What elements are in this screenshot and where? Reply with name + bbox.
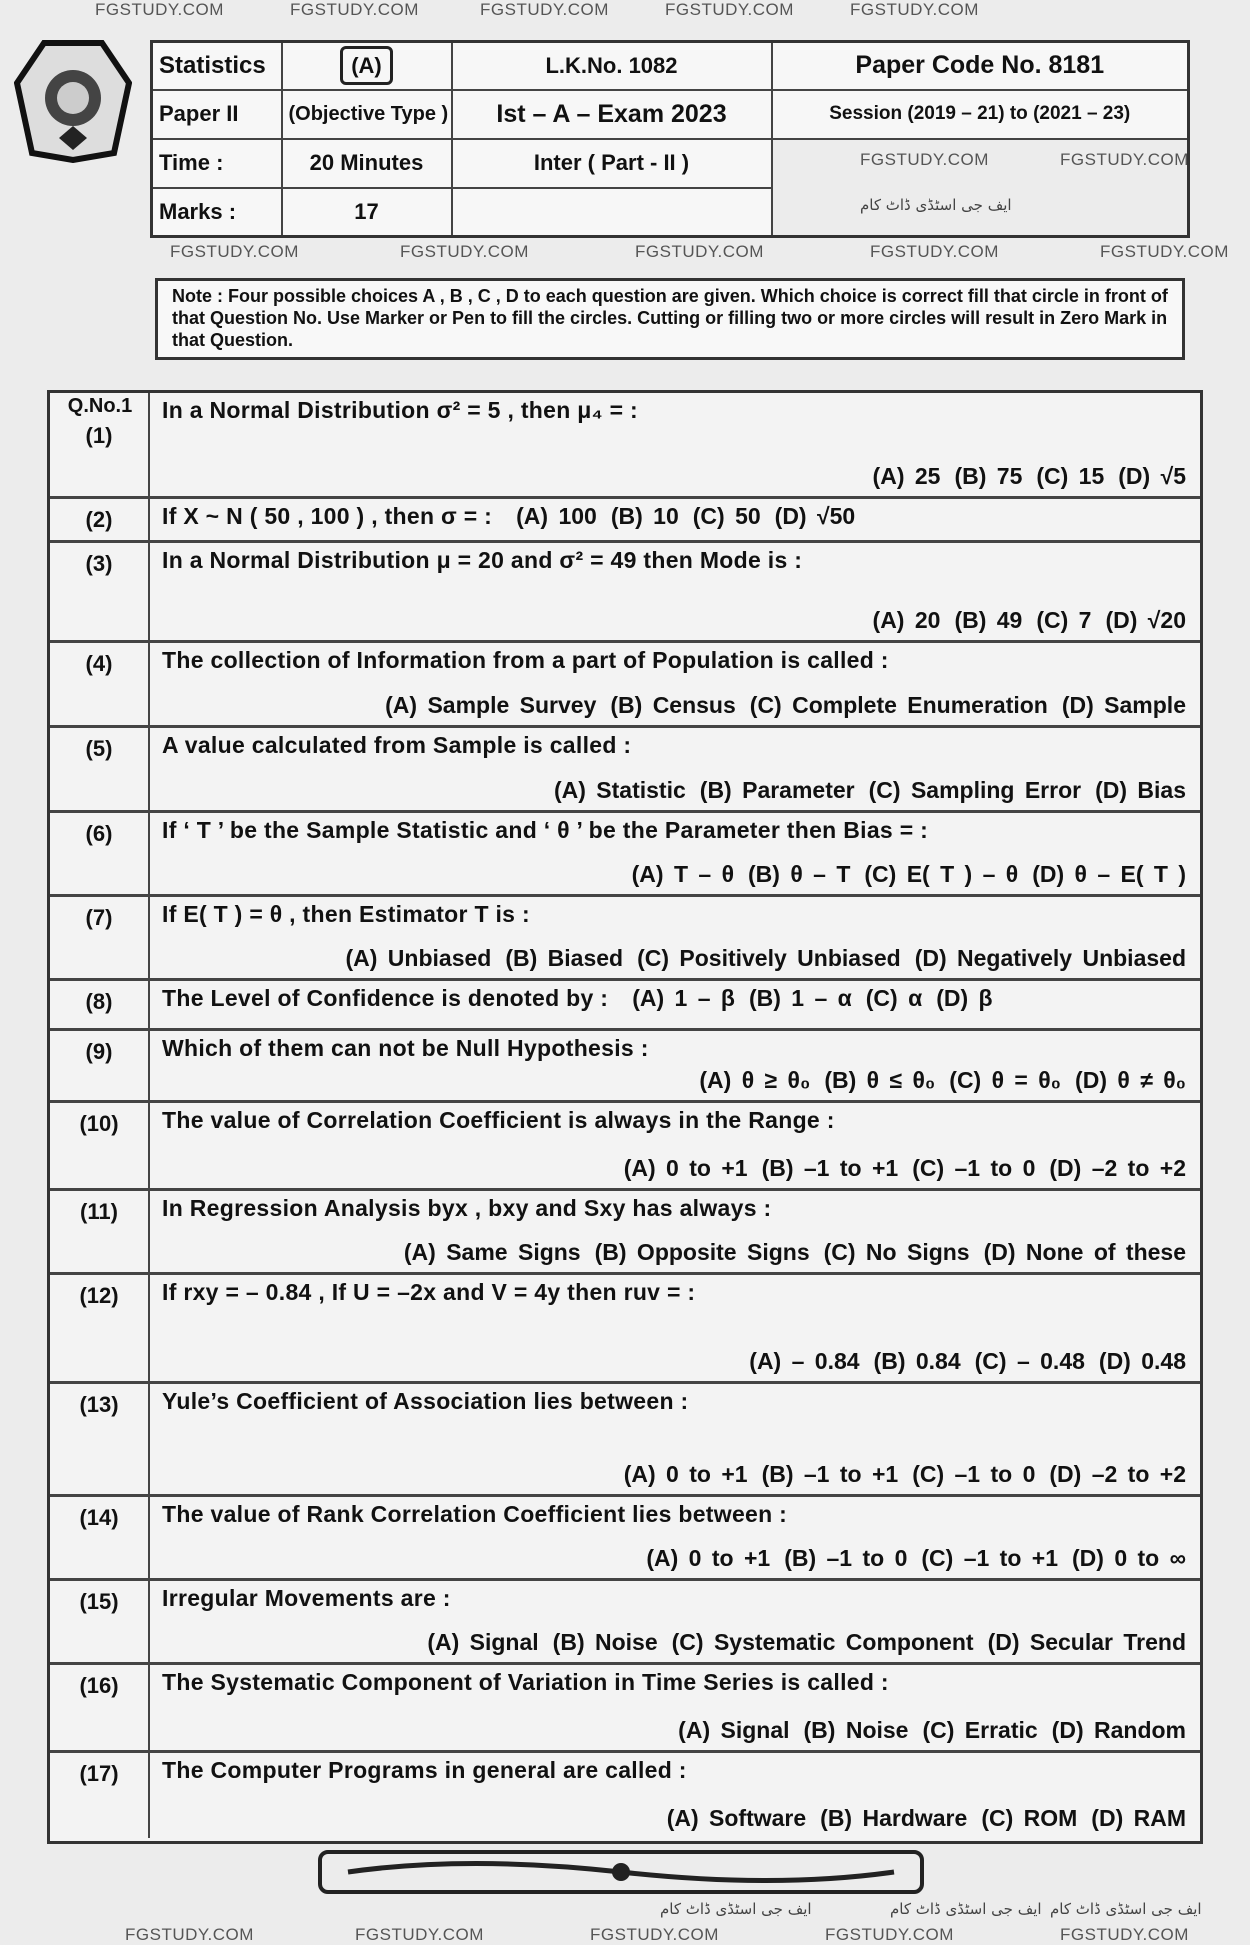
watermark-text: FGSTUDY.COM xyxy=(170,242,299,261)
option-c[interactable]: (C) Sampling Error xyxy=(868,777,1082,803)
watermark-text: FGSTUDY.COM xyxy=(95,0,224,19)
option-d[interactable]: (D) √20 xyxy=(1105,607,1186,633)
options xyxy=(390,1239,1186,1266)
option-b[interactable]: (B) Hardware xyxy=(820,1805,968,1831)
option-c[interactable]: (C) –1 to +1 xyxy=(921,1545,1058,1571)
watermark-text: FGSTUDY.COM xyxy=(1060,150,1189,169)
question-text: In Regression Analysis byx , bxy and Sxy has always : xyxy=(162,1195,772,1221)
watermark-text: FGSTUDY.COM xyxy=(635,242,764,261)
question-text: The value of Correlation Coefficient is always in the Range : xyxy=(162,1107,835,1133)
option-b[interactable]: (B) 10 xyxy=(610,503,679,529)
time-label: Time : xyxy=(152,139,282,188)
option-d[interactable]: (D) Random xyxy=(1051,1717,1186,1743)
options xyxy=(664,1717,1186,1744)
question-number: (14) xyxy=(50,1497,150,1578)
question-text: If X ~ N ( 50 , 100 ) , then σ = : xyxy=(162,503,493,529)
question-text: Irregular Movements are : xyxy=(162,1585,451,1611)
watermark-text: FGSTUDY.COM xyxy=(355,1925,484,1944)
question-row xyxy=(50,499,1200,543)
option-c[interactable]: (C) –1 to 0 xyxy=(912,1155,1036,1181)
option-d[interactable]: (D) √50 xyxy=(774,503,856,529)
question-text: In a Normal Distribution σ² = 5 , then μ₄ = : xyxy=(162,397,638,423)
option-d[interactable]: (D) Secular Trend xyxy=(987,1629,1186,1655)
question-row xyxy=(50,1497,1200,1581)
option-b[interactable]: (B) θ – T xyxy=(748,861,851,887)
option-a[interactable]: (A) Software xyxy=(666,1805,807,1831)
question-number: (17) xyxy=(50,1753,150,1838)
option-c[interactable]: (C) –1 to 0 xyxy=(912,1461,1036,1487)
question-number: (2) xyxy=(50,499,150,540)
watermark-text: FGSTUDY.COM xyxy=(590,1925,719,1944)
option-b[interactable]: (B) Census xyxy=(610,692,736,718)
watermark-text: FGSTUDY.COM xyxy=(850,0,979,19)
question-row xyxy=(50,1384,1200,1497)
option-b[interactable]: (B) Opposite Signs xyxy=(594,1239,810,1265)
options xyxy=(859,463,1186,490)
option-c[interactable]: (C) Positively Unbiased xyxy=(637,945,901,971)
option-a[interactable]: (A) 20 xyxy=(872,607,941,633)
option-c[interactable]: (C) θ = θ₀ xyxy=(949,1067,1062,1093)
option-a[interactable]: (A) Unbiased xyxy=(345,945,492,971)
options xyxy=(653,1805,1186,1832)
option-d[interactable]: (D) 0 to ∞ xyxy=(1072,1545,1186,1571)
paper-code: Paper Code No. 8181 xyxy=(772,42,1189,90)
question-text: Which of them can not be Null Hypothesis : xyxy=(162,1035,649,1061)
option-c[interactable]: (C) 7 xyxy=(1036,607,1092,633)
option-b[interactable]: (B) Noise xyxy=(803,1717,909,1743)
question-number: (3) xyxy=(50,543,150,640)
lk-number: L.K.No. 1082 xyxy=(452,42,772,90)
option-a[interactable]: (A) 100 xyxy=(516,503,597,529)
question-number: (9) xyxy=(50,1031,150,1100)
watermark-urdu: ایف جی اسٹڈی ڈاٹ کام xyxy=(860,196,1012,214)
option-d[interactable]: (D) θ – E( T ) xyxy=(1032,861,1186,887)
option-a[interactable]: (A) Signal xyxy=(427,1629,539,1655)
question-number: (4) xyxy=(50,643,150,725)
question-row xyxy=(50,1031,1200,1103)
watermark-urdu: ایف جی اسٹڈی ڈاٹ کام xyxy=(1050,1900,1202,1918)
question-number: (11) xyxy=(50,1191,150,1272)
question-row xyxy=(50,1103,1200,1191)
options xyxy=(413,1629,1186,1656)
question-number: (1) xyxy=(50,393,150,496)
watermark-text: FGSTUDY.COM xyxy=(290,0,419,19)
watermark-urdu: ایف جی اسٹڈی ڈاٹ کام xyxy=(890,1900,1042,1918)
question-number: (6) xyxy=(50,813,150,894)
question-row xyxy=(50,981,1200,1031)
question-row xyxy=(50,813,1200,897)
options xyxy=(735,1348,1186,1375)
question-text: If rxy = – 0.84 , If U = –2x and V = 4y then ruv = : xyxy=(162,1279,696,1305)
question-number: (13) xyxy=(50,1384,150,1494)
option-d[interactable]: (D) Negatively Unbiased xyxy=(914,945,1186,971)
watermark-text: FGSTUDY.COM xyxy=(860,150,989,169)
options xyxy=(331,945,1186,972)
watermark-text: FGSTUDY.COM xyxy=(400,242,529,261)
paper-type: (Objective Type ) xyxy=(282,90,452,139)
option-d[interactable]: (D) Bias xyxy=(1095,777,1186,803)
option-b[interactable]: (B) Biased xyxy=(505,945,624,971)
question-row xyxy=(50,897,1200,981)
marks-value: 17 xyxy=(282,188,452,237)
marks-label: Marks : xyxy=(152,188,282,237)
question-number: (16) xyxy=(50,1665,150,1750)
watermark-text: FGSTUDY.COM xyxy=(125,1925,254,1944)
option-d[interactable]: (D) θ ≠ θ₀ xyxy=(1075,1067,1186,1093)
option-c[interactable]: (C) ROM xyxy=(981,1805,1078,1831)
options xyxy=(618,861,1186,888)
option-a[interactable]: (A) 1 – β xyxy=(632,985,735,1011)
option-b[interactable]: (B) 49 xyxy=(954,607,1023,633)
option-d[interactable]: (D) None of these xyxy=(983,1239,1186,1265)
question-row xyxy=(50,1191,1200,1275)
question-row xyxy=(50,1753,1200,1838)
option-a[interactable]: (A) 0 to +1 xyxy=(646,1545,771,1571)
decorative-ornament xyxy=(318,1850,924,1894)
option-c[interactable]: (C) 15 xyxy=(1036,463,1105,489)
question-text: If ‘ T ’ be the Sample Statistic and ‘ θ ’ be the Parameter then Bias = : xyxy=(162,817,929,843)
question-text: In a Normal Distribution μ = 20 and σ² = 49 then Mode is : xyxy=(162,547,803,573)
option-b[interactable]: (B) Noise xyxy=(552,1629,658,1655)
option-d[interactable]: (D) Sample xyxy=(1061,692,1186,718)
question-row xyxy=(50,643,1200,728)
option-c[interactable]: (C) No Signs xyxy=(823,1239,970,1265)
question-number: (8) xyxy=(50,981,150,1028)
question-row xyxy=(50,1275,1200,1384)
watermark-text: FGSTUDY.COM xyxy=(870,242,999,261)
question-text: Yule’s Coefficient of Association lies between : xyxy=(162,1388,689,1414)
watermark-text: FGSTUDY.COM xyxy=(480,0,609,19)
option-b[interactable]: (B) 75 xyxy=(954,463,1023,489)
option-b[interactable]: (B) –1 to +1 xyxy=(761,1461,899,1487)
question-number: (10) xyxy=(50,1103,150,1188)
option-a[interactable]: (A) Signal xyxy=(678,1717,790,1743)
level: Inter ( Part - II ) xyxy=(452,139,772,188)
option-c[interactable]: (C) α xyxy=(865,985,923,1011)
option-a[interactable]: (A) 25 xyxy=(872,463,941,489)
option-b[interactable]: (B) 0.84 xyxy=(873,1348,961,1374)
option-a[interactable]: (A) θ ≥ θ₀ xyxy=(699,1067,811,1093)
options xyxy=(685,1067,1186,1094)
option-c[interactable]: (C) E( T ) – θ xyxy=(864,861,1019,887)
question-row xyxy=(50,543,1200,643)
board-logo xyxy=(14,38,132,163)
group-badge: (A) xyxy=(340,46,393,85)
option-a[interactable]: (A) – 0.84 xyxy=(749,1348,860,1374)
question-number: (12) xyxy=(50,1275,150,1381)
options xyxy=(618,985,992,1011)
question-row xyxy=(50,1581,1200,1665)
watermark-text: FGSTUDY.COM xyxy=(825,1925,954,1944)
questions-table xyxy=(47,390,1203,1844)
question-text: The collection of Information from a part of Population is called : xyxy=(162,647,889,673)
question-number: (7) xyxy=(50,897,150,978)
option-a[interactable]: (A) T – θ xyxy=(631,861,734,887)
question-number: (15) xyxy=(50,1581,150,1662)
option-b[interactable]: (B) θ ≤ θ₀ xyxy=(824,1067,936,1093)
options xyxy=(859,607,1186,634)
subject: Statistics xyxy=(152,42,282,90)
option-d[interactable]: (D) β xyxy=(936,985,993,1011)
watermark-urdu: ایف جی اسٹڈی ڈاٹ کام xyxy=(660,1900,812,1918)
exam-header-table xyxy=(150,40,1190,238)
session: Session (2019 – 21) to (2021 – 23) xyxy=(772,90,1189,139)
time-value: 20 Minutes xyxy=(282,139,452,188)
option-a[interactable]: (A) 0 to +1 xyxy=(623,1461,748,1487)
question-text: If E( T ) = θ , then Estimator T is : xyxy=(162,901,530,927)
question-row xyxy=(50,728,1200,813)
watermark-text: FGSTUDY.COM xyxy=(665,0,794,19)
question-text: The Level of Confidence is denoted by : xyxy=(162,985,609,1011)
options xyxy=(610,1155,1186,1182)
section-label: Q.No.1 xyxy=(67,395,133,417)
watermark-text: FGSTUDY.COM xyxy=(1100,242,1229,261)
option-a[interactable]: (A) Statistic xyxy=(553,777,686,803)
option-d[interactable]: (D) –2 to +2 xyxy=(1049,1155,1186,1181)
question-text: The Systematic Component of Variation in Time Series is called : xyxy=(162,1669,889,1695)
question-number: (5) xyxy=(50,728,150,810)
option-a[interactable]: (A) Sample Survey xyxy=(385,692,597,718)
option-d[interactable]: (D) 0.48 xyxy=(1098,1348,1186,1374)
question-text: A value calculated from Sample is called : xyxy=(162,732,632,758)
instructions-note: Note : Four possible choices A , B , C , D to each question are given. Which choice is correct fill that circle in front of that Question No. Use Marker or Pen to fill the circles. Cutting or filling two or more circles will result in Zero Mark in that Question. xyxy=(155,278,1185,360)
option-b[interactable]: (B) –1 to +1 xyxy=(761,1155,899,1181)
options xyxy=(610,1461,1186,1488)
option-c[interactable]: (C) – 0.48 xyxy=(974,1348,1085,1374)
question-text: The value of Rank Correlation Coefficient lies between : xyxy=(162,1501,788,1527)
paper-label: Paper II xyxy=(152,90,282,139)
options xyxy=(632,1545,1186,1572)
exam-name: Ist – A – Exam 2023 xyxy=(452,90,772,139)
options xyxy=(540,777,1186,804)
option-c[interactable]: (C) 50 xyxy=(692,503,761,529)
option-b[interactable]: (B) 1 – α xyxy=(748,985,852,1011)
question-text: The Computer Programs in general are called : xyxy=(162,1757,687,1783)
question-row xyxy=(50,393,1200,499)
option-c[interactable]: (C) Systematic Component xyxy=(671,1629,974,1655)
option-b[interactable]: (B) Parameter xyxy=(699,777,855,803)
option-d[interactable]: (D) –2 to +2 xyxy=(1049,1461,1186,1487)
option-d[interactable]: (D) √5 xyxy=(1118,463,1186,489)
option-c[interactable]: (C) Complete Enumeration xyxy=(749,692,1048,718)
question-row xyxy=(50,1665,1200,1753)
option-a[interactable]: (A) Same Signs xyxy=(403,1239,581,1265)
options xyxy=(371,692,1186,719)
option-c[interactable]: (C) Erratic xyxy=(922,1717,1038,1743)
watermark-text: FGSTUDY.COM xyxy=(1060,1925,1189,1944)
option-b[interactable]: (B) –1 to 0 xyxy=(784,1545,908,1571)
option-d[interactable]: (D) RAM xyxy=(1091,1805,1186,1831)
options xyxy=(502,503,855,529)
option-a[interactable]: (A) 0 to +1 xyxy=(623,1155,748,1181)
